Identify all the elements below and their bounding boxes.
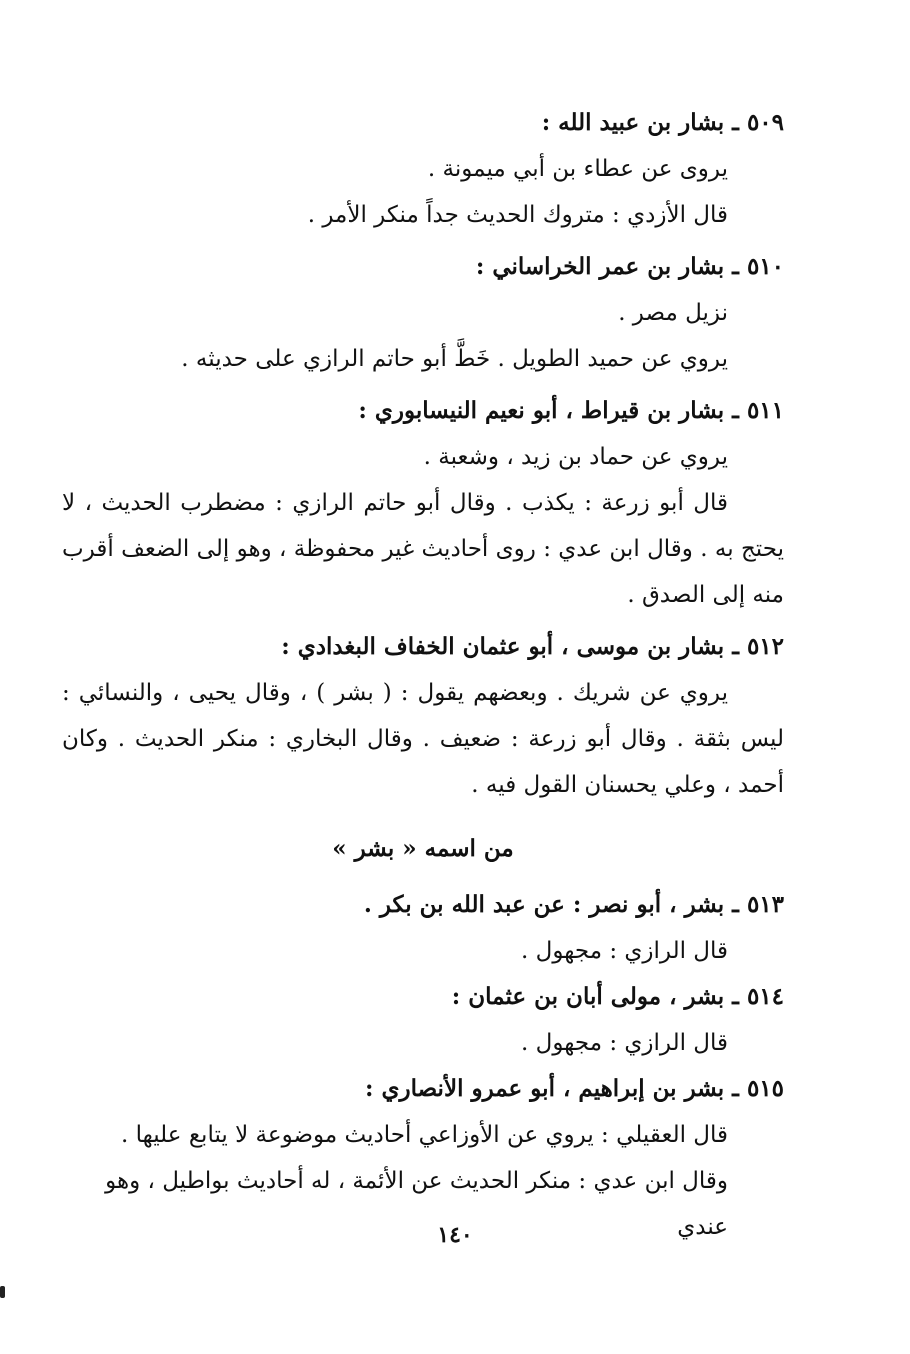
entry-514	[62, 974, 784, 1066]
scan-mark	[0, 1286, 5, 1298]
entry-513	[62, 882, 784, 974]
entry-512	[62, 624, 784, 808]
entry-line: يروي عن حماد بن زيد ، وشعبة .	[423, 444, 728, 470]
entry-line: وقال ابن عدي : منكر الحديث عن الأئمة ، له أحاديث بواطيل ، وهو عندي	[105, 1168, 728, 1240]
entry-line: قال العقيلي : يروي عن الأوزاعي أحاديث موضوعة لا يتابع عليها .	[121, 1122, 728, 1148]
page-number: ١٤٠	[437, 1222, 473, 1248]
entry-line: يروى عن عطاء بن أبي ميمونة .	[427, 156, 728, 182]
entry-heading: ٥١٣ ـ بشر ، أبو نصر : عن عبد الله بن بكر .	[363, 891, 784, 918]
entry-heading: ٥١٥ ـ بشر بن إبراهيم ، أبو عمرو الأنصاري :	[364, 1075, 784, 1102]
entry-heading: ٥٠٩ ـ بشار بن عبيد الله :	[541, 109, 784, 136]
section-title: من اسمه « بشر »	[332, 835, 514, 862]
entry-heading: ٥١٤ ـ بشر ، مولى أبان بن عثمان :	[451, 983, 784, 1010]
entry-510	[62, 244, 784, 382]
text-column	[62, 100, 784, 1250]
entry-line: قال الأزدي : متروك الحديث جداً منكر الأمر .	[307, 202, 728, 228]
entry-line: نزيل مصر .	[618, 300, 728, 326]
entry-511	[62, 388, 784, 618]
entry-heading: ٥١٠ ـ بشار بن عمر الخراساني :	[475, 253, 784, 280]
entry-paragraph: يروي عن شريك . وبعضهم يقول : ( بشر ) ، وقال يحيى ، والنسائي : ليس بثقة . وقال أبو زرعة : ضعيف . وقال البخاري : منكر الحديث . وكان أحمد ، وعلي يحسنان القول فيه .	[62, 680, 784, 798]
entry-509	[62, 100, 784, 238]
entry-heading: ٥١٢ ـ بشار بن موسى ، أبو عثمان الخفاف البغدادي :	[281, 633, 784, 660]
entry-line: قال الرازي : مجهول .	[521, 1030, 728, 1056]
entry-heading: ٥١١ ـ بشار بن قيراط ، أبو نعيم النيسابوري :	[358, 397, 784, 424]
entry-line: قال الرازي : مجهول .	[521, 938, 728, 964]
entry-paragraph: قال أبو زرعة : يكذب . وقال أبو حاتم الرازي : مضطرب الحديث ، لا يحتج به . وقال ابن عدي : روى أحاديث غير محفوظة ، وهو إلى الضعف أقرب منه إلى الصدق .	[62, 490, 784, 608]
entry-line: يروي عن حميد الطويل . خَطَّ أبو حاتم الرازي على حديثه .	[181, 346, 728, 372]
